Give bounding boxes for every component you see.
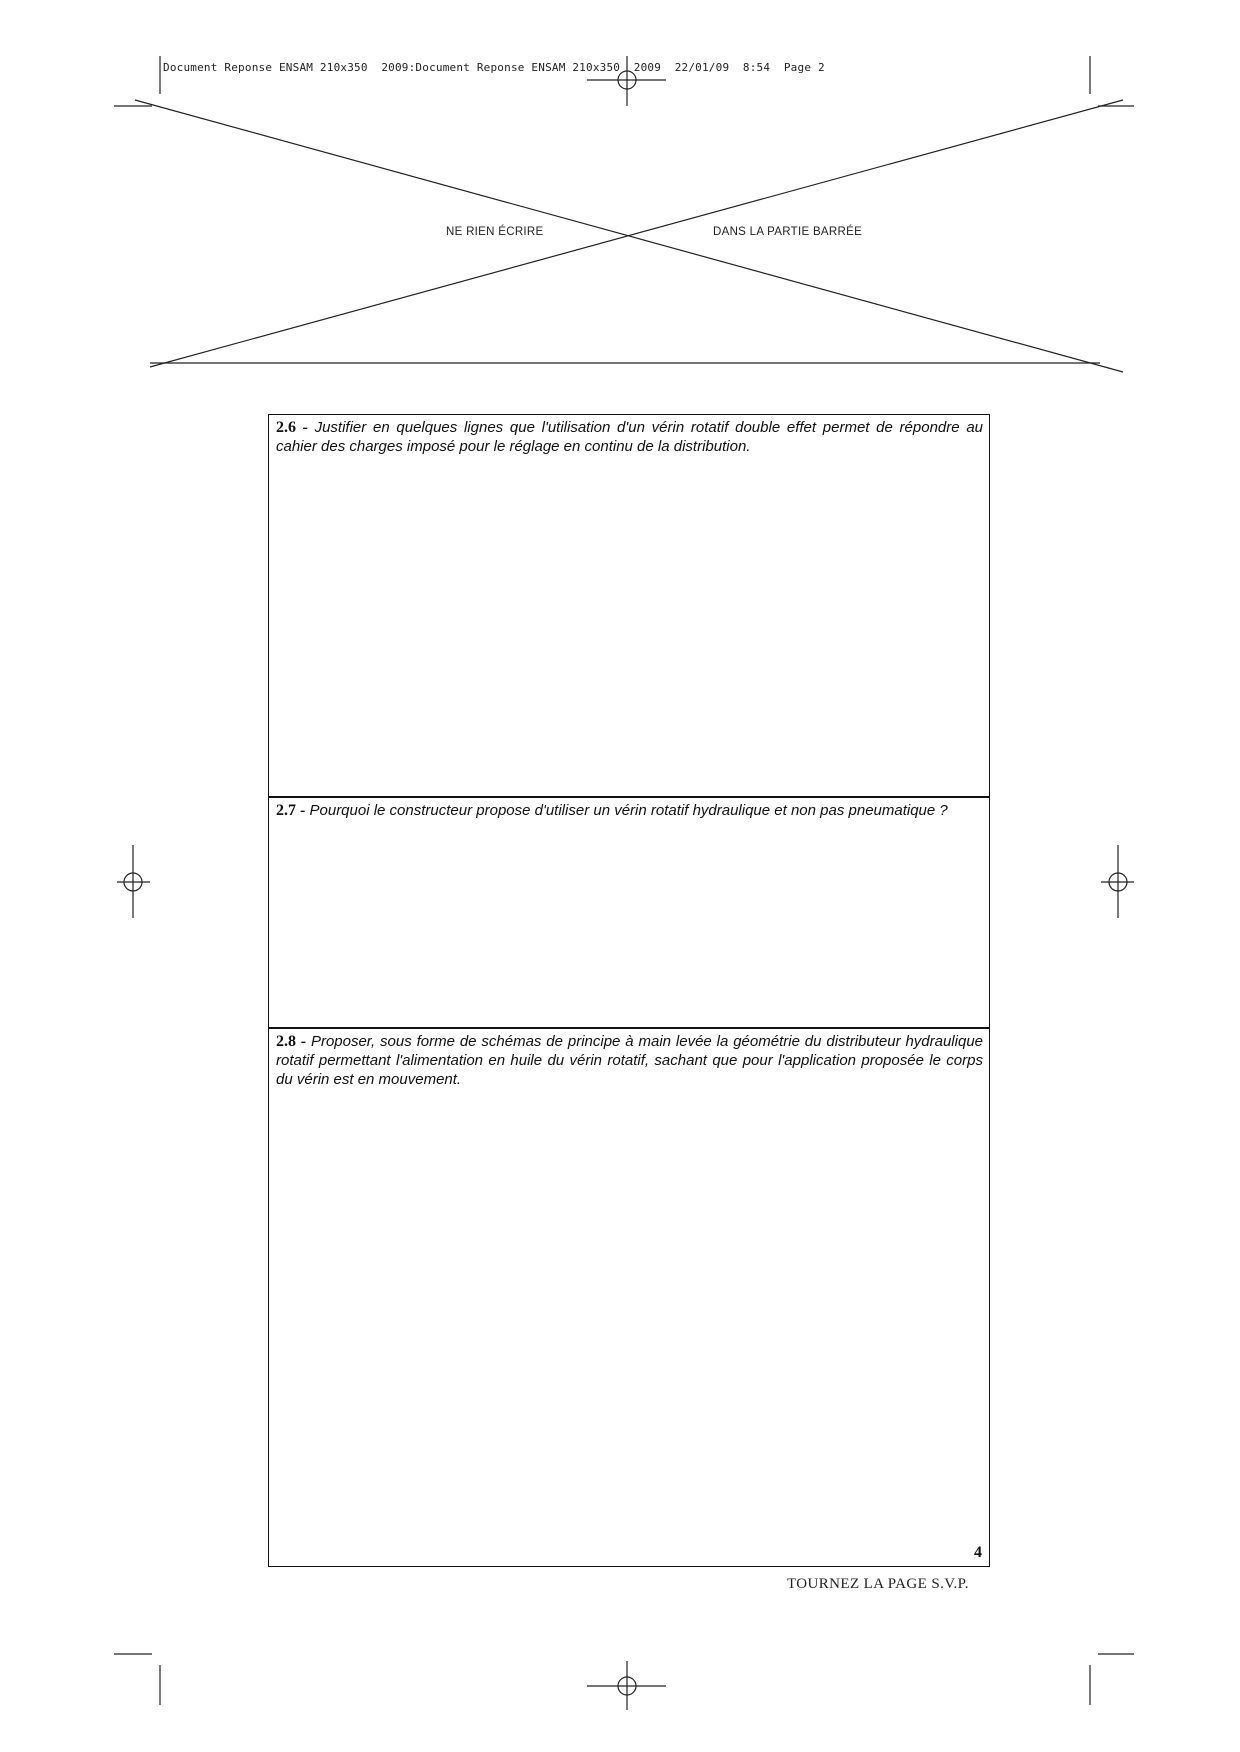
question-2-7-text [269, 798, 989, 820]
registration-target-bottom [587, 1661, 666, 1710]
barred-zone-label-right: DANS LA PARTIE BARRÉE [713, 226, 863, 238]
question-number: 2.6 - [276, 419, 308, 436]
registration-target-right [1101, 845, 1134, 918]
page-number: 4 [974, 1544, 982, 1561]
answer-area-2-7[interactable] [269, 844, 989, 1027]
print-slug: Document Reponse ENSAM 210x350 2009:Document Reponse ENSAM 210x350 2009 22/01/09 8:54 Page 2 [163, 61, 825, 74]
turn-page-note: TOURNEZ LA PAGE S.V.P. [787, 1576, 969, 1592]
question-statement: Pourquoi le constructeur propose d'utiliser un vérin rotatif hydraulique et non pas pneumatique ? [309, 802, 948, 819]
question-statement: Proposer, sous forme de schémas de principe à main levée la géométrie du distributeur hydraulique rotatif permettant l'alimentation en huile du vérin rotatif, sachant que pour l'application proposée le corps du vérin est en mouvement. [276, 1033, 984, 1088]
question-block-2-8 [269, 1027, 989, 1566]
question-statement: Justifier en quelques lignes que l'utilisation d'un vérin rotatif double effet permet de répondre au cahier des charges imposé pour le réglage en continu de la distribution. [276, 419, 983, 455]
barred-zone-label-left: NE RIEN ÉCRIRE [446, 226, 544, 238]
answer-frame [268, 414, 990, 1567]
question-block-2-7 [269, 796, 989, 1027]
answer-area-2-8[interactable] [269, 1095, 989, 1566]
question-number: 2.8 - [276, 1033, 307, 1050]
barred-zone-cross-line-2 [150, 100, 1123, 367]
question-2-8-text [269, 1029, 989, 1089]
registration-target-left [117, 845, 150, 918]
question-2-6-text [269, 415, 989, 456]
question-block-2-6 [269, 415, 989, 796]
question-number: 2.7 - [276, 802, 306, 819]
answer-area-2-6[interactable] [269, 461, 989, 796]
